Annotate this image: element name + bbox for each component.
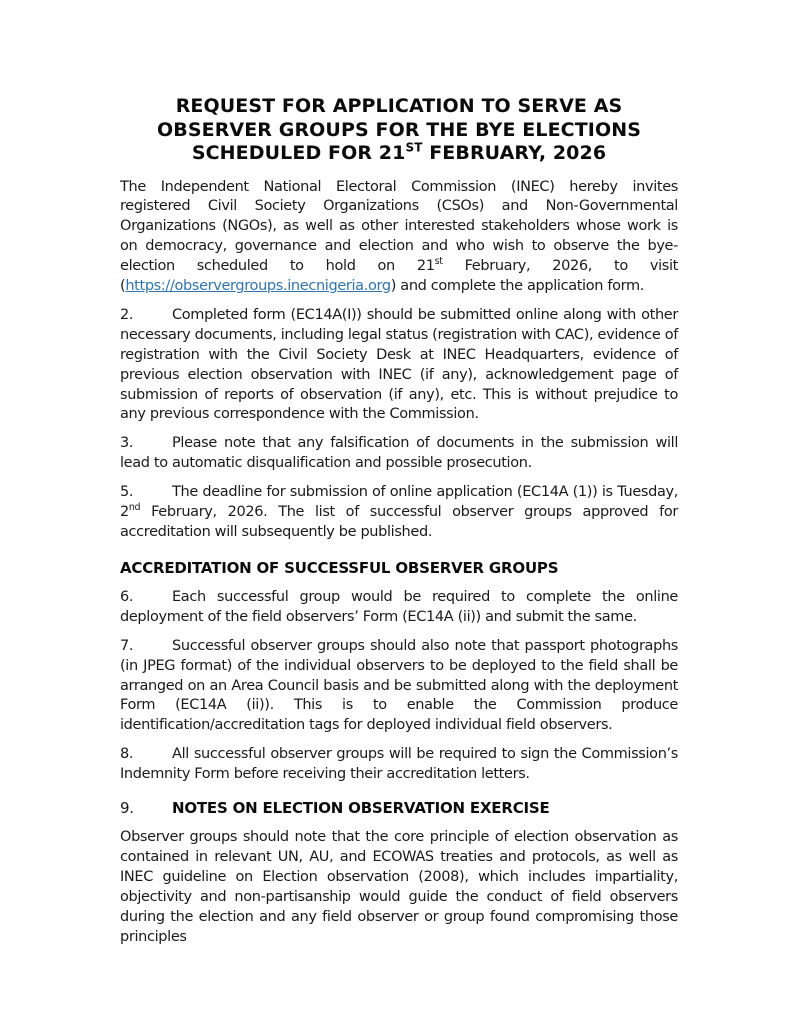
paragraph-number: 6. [120,588,134,605]
document-title [120,95,678,166]
ordinal-suffix: st [434,256,443,268]
paragraph-intro-post: ) and complete the application form. [390,278,645,295]
paragraph-number: 5. [120,484,134,501]
paragraph-3-text: Please note that any falsification of documents in the submission will lead to automatic disqualification and possible prosecution. [120,435,678,472]
section-heading-notes-text: NOTES ON ELECTION OBSERVATION EXERCISE [172,799,550,818]
paragraph-5-pre: The deadline for submission of online application (EC14A (1)) is Tuesday, 2 [120,484,678,521]
section-heading-notes [120,798,678,818]
title-line-2: OBSERVER GROUPS FOR THE BYE ELECTIONS [157,118,641,141]
paragraph-intro-pre: The Independent National Electoral Commission (INEC) hereby invites registered Civil Society Organizations (CSOs) and Non-Governmental Organizations (NGOs), as well as other interested stakeholders whose work is on democracy, governance and election and who wish to observe the bye- election scheduled to hold on 21 [120,178,678,275]
title-line-1: REQUEST FOR APPLICATION TO SERVE AS [175,95,623,117]
paragraph-8-text: All successful observer groups will be required to sign the Commission’s Indemnity Form before receiving their accreditation letters. [120,746,678,783]
section-heading-accreditation: ACCREDITATION OF SUCCESSFUL OBSERVER GROUPS [120,558,559,577]
paragraph-number: 9. [120,799,134,818]
paragraph-5 [120,483,678,543]
document-content [120,95,678,957]
paragraph-number: 7. [120,637,134,654]
title-line-3-pre: SCHEDULED FOR 21 [191,142,406,164]
paragraph-7 [120,637,678,737]
paragraph-6-text: Each successful group would be required to complete the online deployment of the field observers’ Form (EC14A (ii)) and submit the same. [120,588,678,625]
paragraph-2 [120,306,678,425]
paragraph-observation-notes: Observer groups should note that the core principle of election observation as contained in relevant UN, AU, and ECOWAS treaties and protocols, as well as INEC guideline on Election observation (2008), which includes impartiality, objectivity and non-partisanship would guide the conduct of field observers during the election and any field observer or group found compromising those principles [120,829,678,945]
paragraph-number: 8. [120,746,134,763]
paragraph-3 [120,434,678,474]
paragraph-6 [120,588,678,628]
paragraph-2-text: Completed form (EC14A(I)) should be submitted online along with other necessary documents, including legal status (registration with CAC), evidence of registration with the Civil Society Desk at INEC Headquarters, evidence of previous election observation with INEC (if any), acknowledgement page of submission of reports of observation (if any), etc. This is without prejudice to any previous correspondence with the Commission. [120,306,678,423]
paragraph-intro-mid: February, 2026, to visit ( [120,258,678,295]
observer-groups-link[interactable]: https://observergroups.inecnigeria.org [125,278,391,295]
paragraph-number: 2. [120,306,134,323]
paragraph-number: 3. [120,435,134,452]
title-line-3-post: FEBRUARY, 2026 [422,142,607,164]
ordinal-suffix: nd [128,502,141,514]
paragraph-5-post: February, 2026. The list of successful observer groups approved for accreditation will subsequently be published. [120,504,678,540]
ordinal-suffix: ST [405,140,423,155]
paragraph-intro [120,178,678,297]
paragraph-7-text: Successful observer groups should also note that passport photographs (in JPEG format) of the individual observers to be deployed to the field shall be arranged on an Area Council basis and be submitted along with the deployment Form (EC14A (ii)). This is to enable the Commission produce identification/accreditation tags for deployed individual field observers. [120,637,678,734]
paragraph-8 [120,745,678,785]
title-line-3 [192,142,606,164]
